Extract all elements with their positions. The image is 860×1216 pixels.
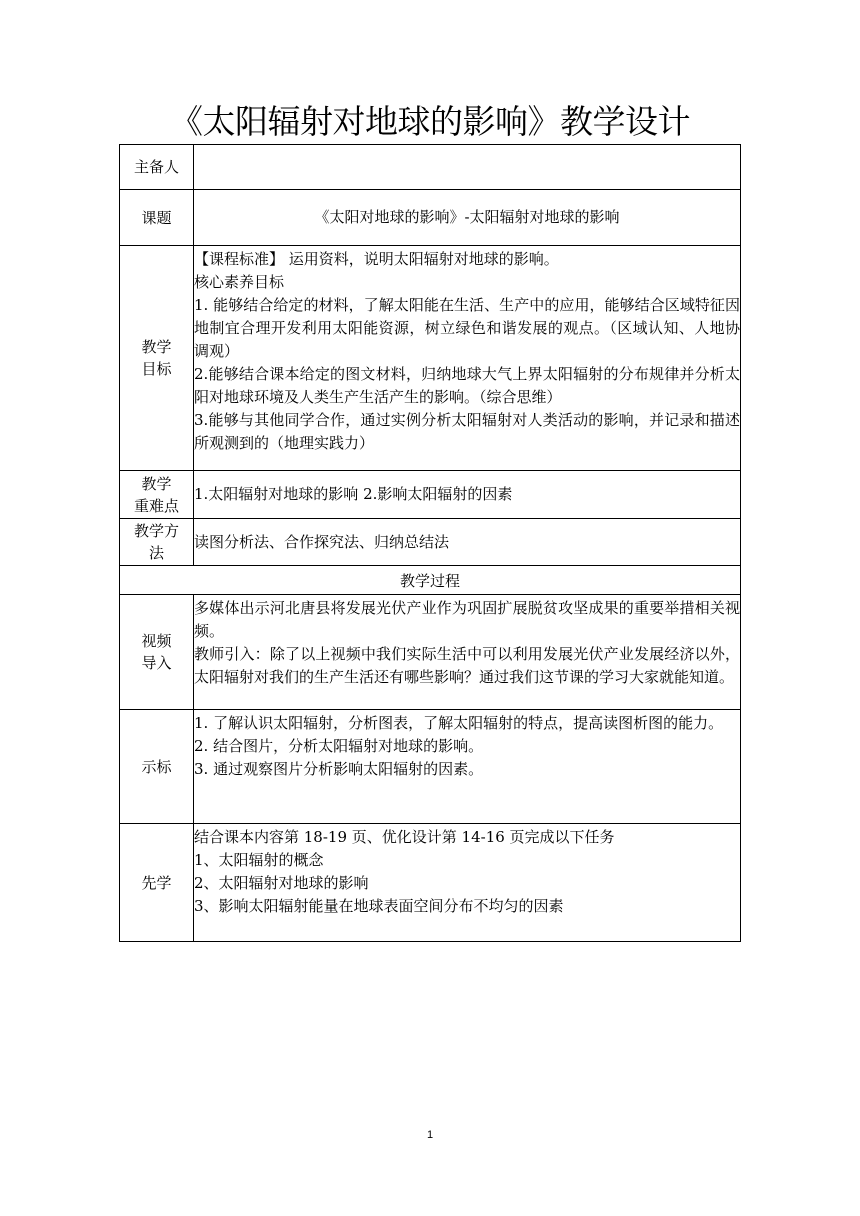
- pre-study-content: [194, 824, 741, 942]
- show-goals-line: 1. 了解认识太阳辐射，分析图表，了解太阳辐射的特点，提高读图析图的能力。: [194, 714, 724, 732]
- video-intro-content: [194, 595, 741, 710]
- row-preparer: [120, 145, 741, 190]
- key-points-label-line2: 重难点: [133, 496, 179, 515]
- key-points-value: 1.太阳辐射对地球的影响 2.影响太阳辐射的因素: [194, 471, 741, 519]
- objectives-line: 3.能够与其他同学合作，通过实例分析太阳辐射对人类活动的影响，并记录和描述所观测到的（地理实践力）: [194, 411, 740, 452]
- video-intro-label-line1: 视频: [141, 632, 172, 650]
- show-goals-label: 示标: [120, 710, 194, 824]
- key-points-label: [120, 471, 194, 519]
- objectives-label-line1: 教学: [141, 338, 172, 356]
- show-goals-line: 2. 结合图片，分析太阳辐射对地球的影响。: [194, 737, 484, 755]
- preparer-value: [194, 145, 741, 190]
- topic-value: 《太阳对地球的影响》-太阳辐射对地球的影响: [194, 190, 741, 246]
- objectives-line: 2.能够结合课本给定的图文材料，归纳地球大气上界太阳辐射的分布规律并分析太阳对地球环境及人类生产生活产生的影响。（综合思维）: [194, 365, 740, 406]
- video-intro-label: [120, 595, 194, 710]
- process-header: 教学过程: [120, 566, 741, 595]
- video-intro-label-line2: 导入: [141, 654, 172, 672]
- row-methods: [120, 519, 741, 566]
- row-video-intro: [120, 595, 741, 710]
- row-key-points: [120, 471, 741, 519]
- row-process-header: [120, 566, 741, 595]
- pre-study-line: 3、影响太阳辐射能量在地球表面空间分布不均匀的因素: [194, 897, 564, 915]
- methods-label-line1: 教学方: [133, 522, 179, 540]
- pre-study-line: 结合课本内容第 18-19 页、优化设计第 14-16 页完成以下任务: [194, 828, 615, 846]
- key-points-label-line1: 教学: [141, 474, 172, 493]
- topic-label: 课题: [120, 190, 194, 246]
- row-show-goals: [120, 710, 741, 824]
- page-number: 1: [426, 1129, 434, 1141]
- objectives-content: [194, 246, 741, 471]
- video-intro-line: 多媒体出示河北唐县将发展光伏产业作为巩固扩展脱贫攻坚成果的重要举措相关视频。: [194, 599, 740, 640]
- show-goals-line: 3. 通过观察图片分析影响太阳辐射的因素。: [194, 760, 484, 778]
- show-goals-content: [194, 710, 741, 824]
- objectives-line: 1. 能够结合给定的材料，了解太阳能在生活、生产中的应用，能够结合区域特征因地制宜合理开发利用太阳能资源，树立绿色和谐发展的观点。（区域认知、人地协调观）: [194, 296, 740, 360]
- objectives-line: 核心素养目标: [194, 273, 285, 291]
- document-title: 《太阳辐射对地球的影响》教学设计: [170, 102, 690, 141]
- video-intro-line: 教师引入：除了以上视频中我们实际生活中可以利用发展光伏产业发展经济以外，太阳辐射对我们的生产生活还有哪些影响？通过我们这节课的学习大家就能知道。: [194, 645, 740, 686]
- methods-value: 读图分析法、合作探究法、归纳总结法: [194, 519, 741, 566]
- objectives-line: 【课程标准】 运用资料，说明太阳辐射对地球的影响。: [194, 250, 559, 268]
- pre-study-line: 1、太阳辐射的概念: [194, 851, 324, 869]
- preparer-label: 主备人: [120, 145, 194, 190]
- objectives-label: [120, 246, 194, 471]
- methods-label: [120, 519, 194, 566]
- objectives-label-line2: 目标: [141, 360, 172, 378]
- row-objectives: [120, 246, 741, 471]
- lesson-plan-table: [119, 144, 741, 942]
- pre-study-line: 2、太阳辐射对地球的影响: [194, 874, 369, 892]
- methods-label-line2: 法: [148, 544, 164, 562]
- pre-study-label: 先学: [120, 824, 194, 942]
- row-pre-study: [120, 824, 741, 942]
- row-topic: [120, 190, 741, 246]
